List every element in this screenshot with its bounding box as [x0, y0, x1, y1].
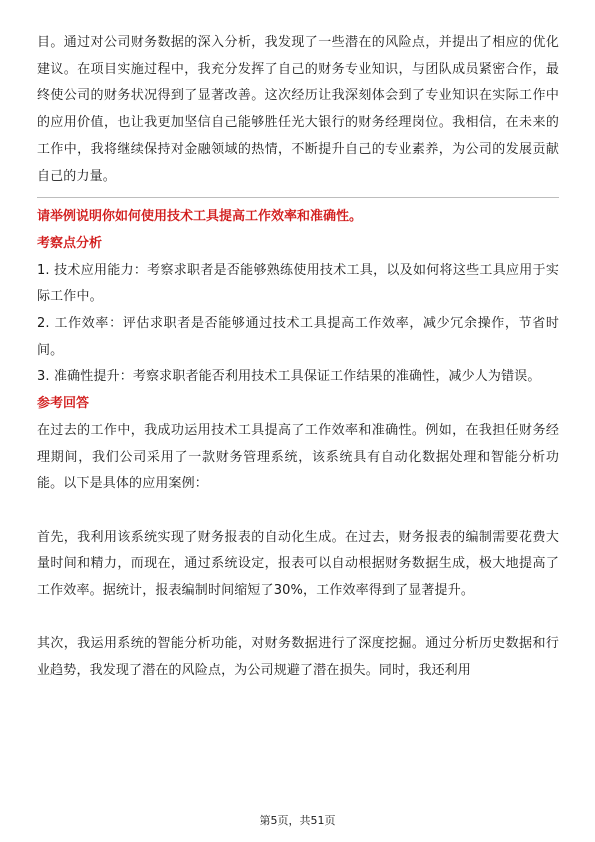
document-page: [37, 30, 559, 685]
analysis-label: 考察点分析: [37, 235, 103, 251]
paragraph-gap: [37, 498, 559, 525]
page-footer: [0, 812, 595, 828]
answer-paragraph-2: 首先，我利用该系统实现了财务报表的自动化生成。在过去，财务报表的编制需要花费大量时间和精力，而现在，通过系统设定，报表可以自动根据财务数据生成，极大地提高了工作效率。据统计，报表编制时间缩短了30%，工作效率得到了显著提升。: [37, 529, 559, 599]
answer-paragraph-1: 在过去的工作中，我成功运用技术工具提高了工作效率和准确性。例如，在我担任财务经理期间，我们公司采用了一款财务管理系统，该系统具有自动化数据处理和智能分析功能。以下是具体的应用案例：: [37, 422, 559, 492]
answer-label: 参考回答: [37, 396, 90, 412]
analysis-point-2: 2. 工作效率：评估求职者是否能够通过技术工具提高工作效率，减少冗余操作，节省时间。: [37, 316, 559, 358]
intro-paragraph: 目。通过对公司财务数据的深入分析，我发现了一些潜在的风险点，并提出了相应的优化建议。在项目实施过程中，我充分发挥了自己的财务专业知识，与团队成员紧密合作，最终使公司的财务状况得到了显著改善。这次经历让我深刻体会到了专业知识在实际工作中的应用价值，也让我更加坚信自己能够胜任光大银行的财务经理岗位。我相信，在未来的工作中，我将继续保持对金融领域的热情，不断提升自己的专业素养，为公司的发展贡献自己的力量。: [37, 35, 559, 184]
analysis-point-1: 1. 技术应用能力：考察求职者是否能够熟练使用技术工具，以及如何将这些工具应用于实际工作中。: [37, 262, 559, 305]
answer-paragraph-3: 其次，我运用系统的智能分析功能，对财务数据进行了深度挖掘。通过分析历史数据和行业趋势，我发现了潜在的风险点，为公司规避了潜在损失。同时，我还利用: [37, 636, 559, 679]
page-indicator: 第5页，共51页: [259, 814, 336, 827]
section-divider: [37, 197, 559, 198]
interview-question: 请举例说明你如何使用技术工具提高工作效率和准确性。: [37, 209, 363, 225]
paragraph-gap: [37, 605, 559, 632]
analysis-point-3: 3. 准确性提升：考察求职者能否利用技术工具保证工作结果的准确性，减少人为错误。: [37, 369, 541, 385]
